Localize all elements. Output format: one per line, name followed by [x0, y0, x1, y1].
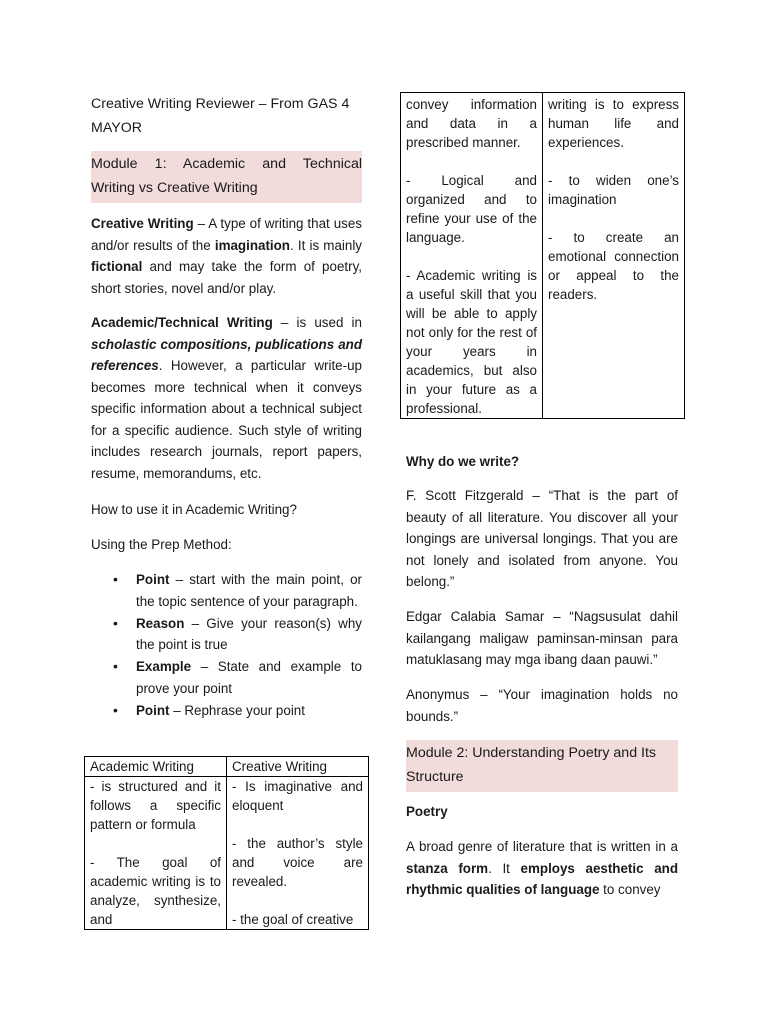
poetry-heading: Poetry	[406, 804, 448, 819]
quote-fitzgerald: F. Scott Fitzgerald – “That is the part of beauty of all literature. You discover all your longings are universal longings. That you are not lonely and isolated from anyone. You belong.”	[406, 488, 678, 589]
comparison-table-part2	[400, 92, 685, 419]
document-title: Creative Writing Reviewer – From GAS 4 MAYOR	[91, 96, 350, 136]
academic-writing-definition: Academic/Technical Writing – is used in scholastic compositions, publications and references. However, a particular write-up becomes more technical when it conveys specific information about a technical subject for a specific audience. Such style of writing includes research journals, report papers, resume, memorandums, etc.	[91, 315, 362, 481]
table-header-creative: Creative Writing	[227, 757, 369, 777]
how-to-question: How to use it in Academic Writing?	[91, 502, 297, 517]
comparison-table-part1	[84, 756, 369, 930]
list-item: • Example – State and example to prove your point	[91, 656, 362, 700]
why-write-heading: Why do we write?	[406, 454, 520, 469]
prep-method-label: Using the Prep Method:	[91, 537, 232, 552]
table-cell-academic: - is structured and it follows a specific pattern or formula - The goal of academic writing is to analyze, synthesize, and	[85, 777, 227, 930]
module2-heading: Module 2: Understanding Poetry and Its Structure	[406, 740, 678, 792]
table-cell-academic: convey information and data in a prescribed manner. - Logical and organized and to refine your use of the language. - Academic writing is a useful skill that you will be able to apply not only for the rest of your years in academics, but also in your future as a professional.	[401, 93, 543, 419]
list-item: • Reason – Give your reason(s) why the point is true	[91, 613, 362, 657]
prep-bullet-list	[91, 569, 362, 722]
table-header-academic: Academic Writing	[85, 757, 227, 777]
list-item: • Point – Rephrase your point	[91, 700, 362, 722]
poetry-definition: A broad genre of literature that is written in a stanza form. It employs aesthetic and rhythmic qualities of language to convey	[406, 839, 678, 897]
table-cell-creative: - Is imaginative and eloquent - the author’s style and voice are revealed. - the goal of creative	[227, 777, 369, 930]
list-item: • Point – start with the main point, or the topic sentence of your paragraph.	[91, 569, 362, 613]
module1-heading: Module 1: Academic and Technical Writing vs Creative Writing	[91, 151, 362, 203]
quote-anonymus: Anonymus – “Your imagination holds no bounds.”	[406, 687, 678, 724]
creative-writing-definition: Creative Writing – A type of writing that uses and/or results of the imagination. It is mainly fictional and may take the form of poetry, short stories, novel and/or play.	[91, 216, 362, 296]
quote-samar: Edgar Calabia Samar – “Nagsusulat dahil kailangang maligaw paminsan-minsan para matuklasang may mga ibang daan pauwi.”	[406, 609, 678, 667]
table-cell-creative: writing is to express human life and experiences. - to widen one’s imagination - to create an emotional connection or appeal to the readers.	[543, 93, 685, 419]
